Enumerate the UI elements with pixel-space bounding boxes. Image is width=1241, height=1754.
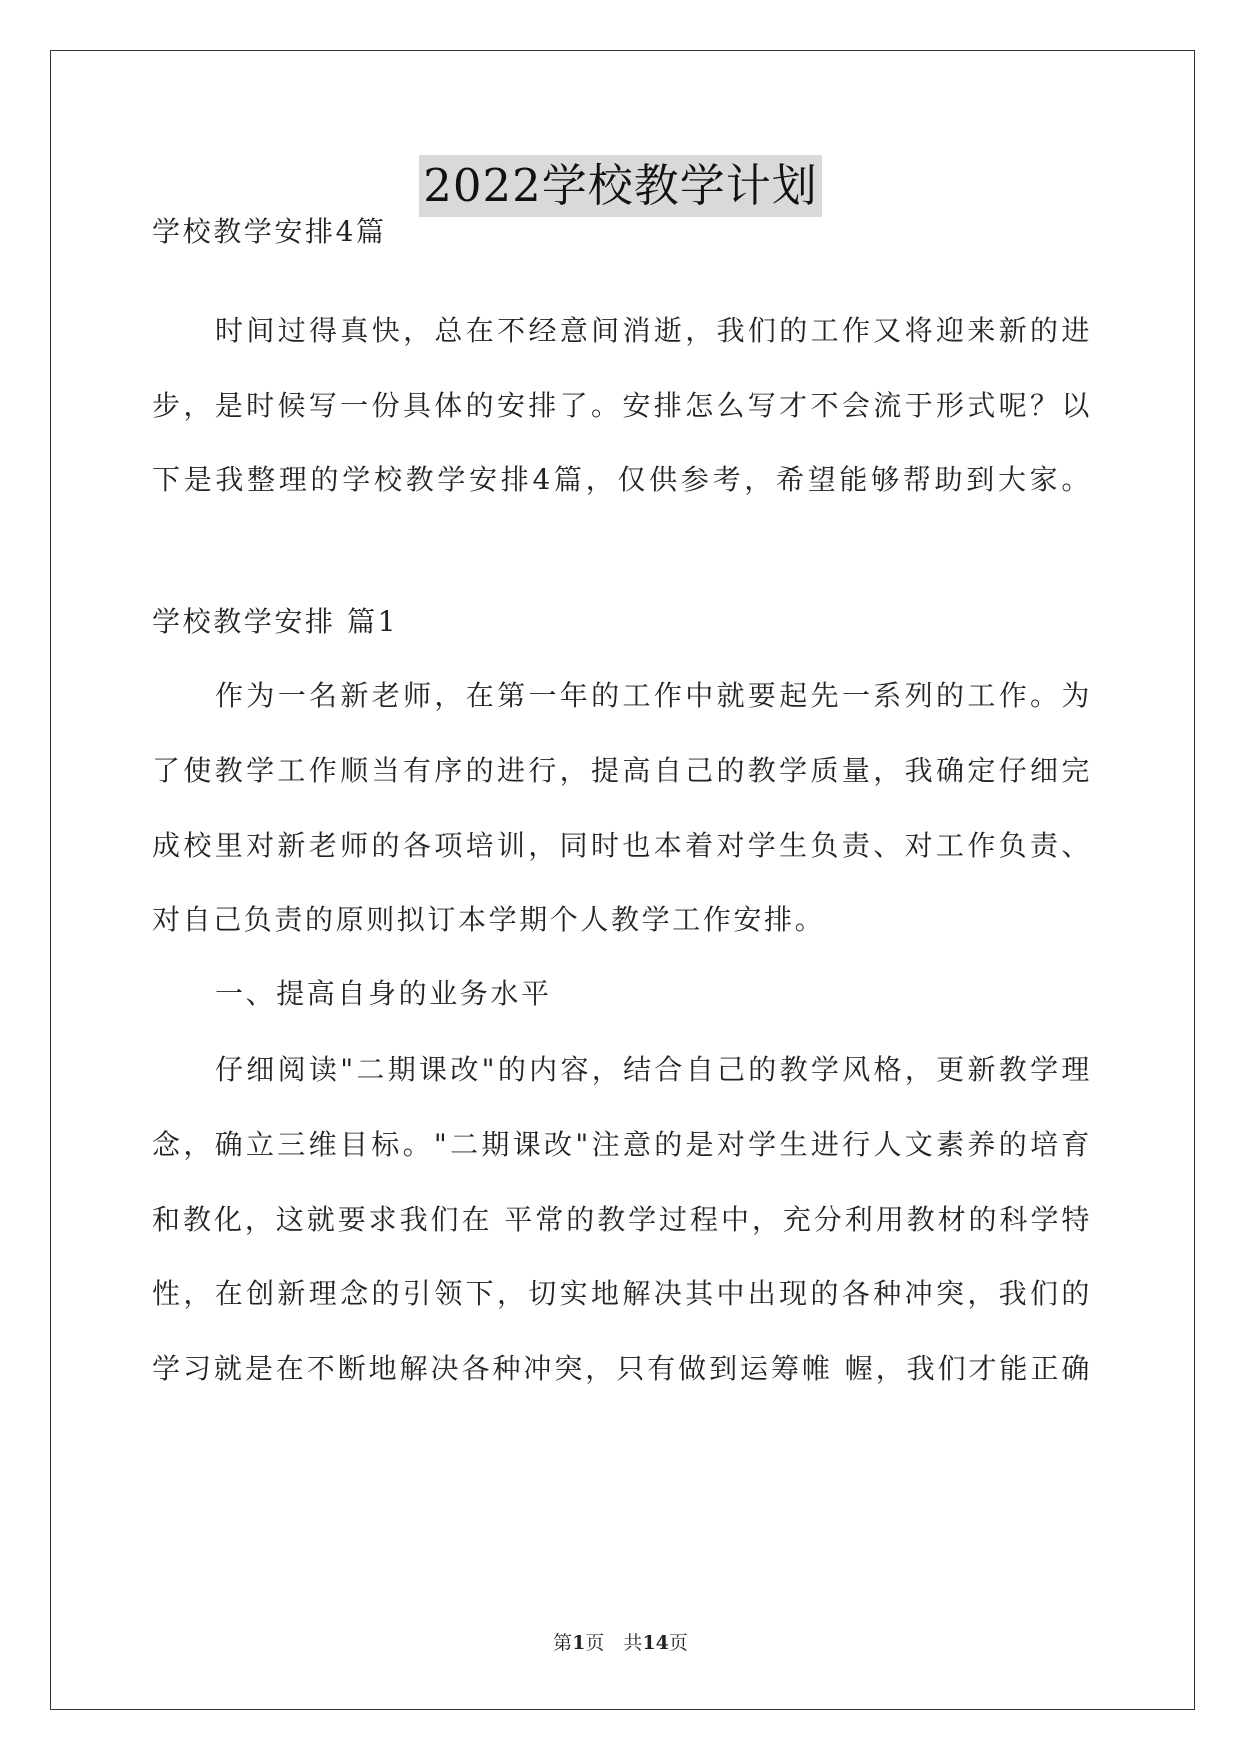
main-heading: 学校教学安排4篇 xyxy=(152,215,387,248)
sub-heading: 一、提高自身的业务水平 xyxy=(215,977,552,1010)
para1-line-1: 作为一名新老师，在第一年的工作中就要起先一系列的工作。为 xyxy=(215,679,1092,712)
intro-line-1: 时间过得真快，总在不经意间消逝，我们的工作又将迎来新的进 xyxy=(215,314,1092,347)
document-title: 2022学校教学计划 xyxy=(419,155,822,217)
para2-line-4: 性，在创新理念的引领下，切实地解决其中出现的各种冲突，我们的 xyxy=(152,1277,1092,1310)
para1-line-2: 了使教学工作顺当有序的进行，提高自己的教学质量，我确定仔细完 xyxy=(152,754,1092,787)
para1-line-4: 对自己负责的原则拟订本学期个人教学工作安排。 xyxy=(152,903,826,936)
footer-total-pages: 14 xyxy=(642,1632,669,1654)
para2-line-5: 学习就是在不断地解决各种冲突，只有做到运筹帷 幄，我们才能正确 xyxy=(152,1352,1092,1385)
page-border xyxy=(50,50,1195,1710)
para2-line-2: 念，确立三维目标。"二期课改"注意的是对学生进行人文素养的培育 xyxy=(152,1128,1092,1161)
footer-middle: 页 共 xyxy=(585,1632,643,1654)
para2-line-1: 仔细阅读"二期课改"的内容，结合自己的教学风格，更新教学理 xyxy=(215,1053,1092,1086)
title-container xyxy=(0,155,1241,217)
intro-line-3: 下是我整理的学校教学安排4篇，仅供参考，希望能够帮助到大家。 xyxy=(152,463,1092,496)
footer-suffix: 页 xyxy=(668,1632,688,1654)
para2-line-3: 和教化，这就要求我们在 平常的教学过程中，充分利用教材的科学特 xyxy=(152,1203,1092,1236)
section-heading: 学校教学安排 篇1 xyxy=(152,605,399,638)
footer-page-number: 1 xyxy=(572,1632,586,1654)
page-footer xyxy=(0,1630,1241,1656)
footer-prefix: 第 xyxy=(553,1632,573,1654)
para1-line-3: 成校里对新老师的各项培训，同时也本着对学生负责、对工作负责、 xyxy=(152,829,1092,862)
intro-line-2: 步，是时候写一份具体的安排了。安排怎么写才不会流于形式呢？以 xyxy=(152,389,1092,422)
